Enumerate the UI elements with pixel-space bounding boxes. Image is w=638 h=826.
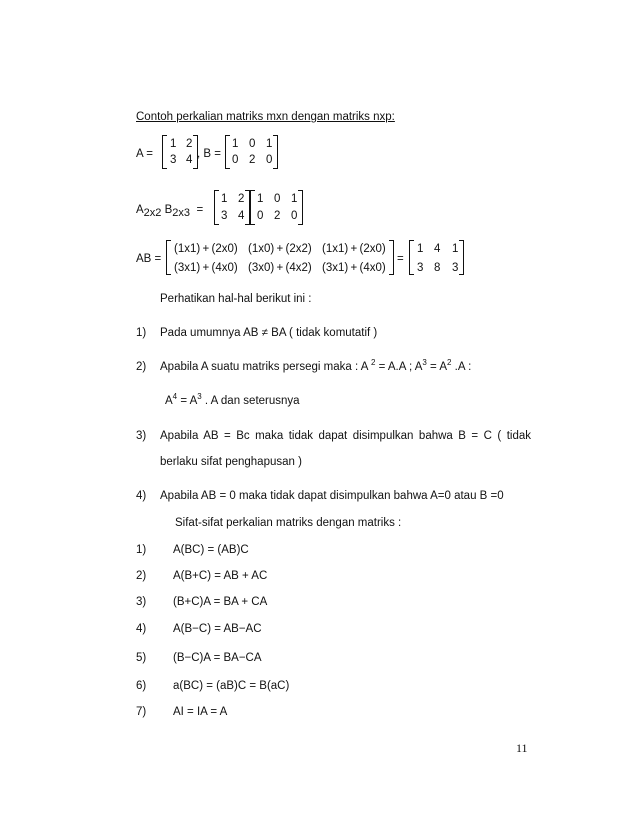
matrix-cell: 4 — [186, 154, 193, 166]
matrix-cell: 1 — [257, 193, 264, 205]
bracket-left — [250, 190, 255, 225]
list-number: 2) — [136, 361, 147, 373]
ab-label: AB = — [136, 253, 162, 265]
matrix-cell: 2 — [249, 154, 256, 166]
text-fragment: = A — [177, 395, 198, 407]
bracket-right — [459, 240, 464, 275]
superscript: 2 — [447, 358, 452, 367]
matrix-cell: 0 — [257, 210, 264, 222]
matrix-cell: 0 — [232, 154, 239, 166]
superscript: 2 — [370, 358, 376, 367]
bracket-right — [273, 135, 278, 169]
bracket-left — [162, 135, 167, 169]
label-b: B — [164, 204, 173, 216]
list-number: 1) — [136, 327, 147, 339]
matrix-cell: (3x0) + (4x2) — [248, 262, 312, 274]
matrix-cell: 1 — [221, 193, 228, 205]
text-fragment: . A dan seterusnya — [201, 395, 300, 407]
list-number: 3) — [136, 596, 147, 608]
text-fragment: Apabila AB = Bc maka tidak dapat disimpulkan bahwa B = C ( tidak — [160, 430, 531, 442]
matrix-cell: 3 — [170, 154, 177, 166]
property-item: A(B−C) = AB−AC — [173, 623, 262, 635]
matrix-cell: 2 — [274, 210, 281, 222]
matrix-cell: 3 — [452, 262, 459, 274]
product-label — [136, 204, 204, 219]
matrix-cell: 1 — [452, 243, 459, 255]
matrix-cell: (1x0) + (2x2) — [248, 243, 312, 255]
matrix-cell: 0 — [249, 138, 256, 150]
bracket-left — [166, 240, 171, 275]
page-number: 11 — [516, 741, 528, 755]
matrix-cell: (3x1) + (4x0) — [174, 262, 238, 274]
matrix-a-label: A = — [136, 148, 153, 160]
bracket-left — [225, 135, 230, 169]
matrix-cell: 0 — [291, 210, 298, 222]
matrix-cell: (1x1) + (2x0) — [174, 243, 238, 255]
text-fragment: Apabila A suatu matriks persegi maka : A — [160, 361, 371, 373]
bracket-left — [214, 190, 219, 225]
list-number: 4) — [136, 490, 147, 502]
matrix-cell: 8 — [434, 262, 441, 274]
matrix-cell: 4 — [434, 243, 441, 255]
matrix-cell: 4 — [238, 210, 245, 222]
list-number: 4) — [136, 623, 147, 635]
matrix-cell: 0 — [266, 154, 273, 166]
note-item-2 — [160, 358, 472, 373]
property-item: (B−C)A = BA−CA — [173, 652, 262, 664]
list-number: 6) — [136, 680, 147, 692]
notes-intro: Perhatikan hal-hal berikut ini : — [160, 293, 312, 305]
note-item-3-line-1 — [160, 430, 531, 442]
list-number: 2) — [136, 570, 147, 582]
equals-sign: = — [397, 253, 404, 265]
note-item-2-continued — [165, 392, 300, 407]
superscript: 4 — [172, 392, 178, 401]
matrix-cell: 1 — [170, 138, 177, 150]
note-item-3-line-2: berlaku sifat penghapusan ) — [160, 456, 302, 468]
property-item: (B+C)A = BA + CA — [173, 596, 268, 608]
property-item: AI = IA = A — [173, 706, 228, 718]
superscript: 3 — [422, 358, 427, 367]
matrix-cell: 1 — [417, 243, 424, 255]
list-number: 3) — [136, 430, 147, 442]
bracket-left — [409, 240, 414, 275]
matrix-cell: (3x1) + (4x0) — [322, 262, 386, 274]
equals-sign: = — [196, 204, 204, 216]
text-fragment: .A : — [451, 361, 472, 373]
superscript: 3 — [197, 392, 202, 401]
matrix-cell: 1 — [291, 193, 298, 205]
properties-title: Sifat-sifat perkalian matriks dengan matriks : — [175, 517, 402, 529]
subscript-a: 2x2 — [143, 207, 162, 219]
text-fragment: = A — [426, 361, 448, 373]
matrix-cell: 0 — [274, 193, 281, 205]
text-fragment: = A.A ; A — [375, 361, 423, 373]
text-fragment: A — [165, 395, 173, 407]
note-item-1: Pada umumnya AB ≠ BA ( tidak komutatif ) — [160, 327, 378, 339]
property-item: a(BC) = (aB)C = B(aC) — [173, 680, 290, 692]
example-heading: Contoh perkalian matriks mxn dengan matriks nxp: — [136, 111, 395, 123]
matrix-cell: 2 — [238, 193, 245, 205]
list-number: 7) — [136, 706, 147, 718]
matrix-cell: 3 — [221, 210, 228, 222]
matrix-b-label: , B = — [197, 148, 221, 160]
matrix-cell: 1 — [266, 138, 273, 150]
label-a: A — [136, 204, 144, 216]
bracket-right — [298, 190, 303, 225]
note-item-4: Apabila AB = 0 maka tidak dapat disimpulkan bahwa A=0 atau B =0 — [160, 490, 504, 502]
property-item: A(BC) = (AB)C — [173, 544, 249, 556]
matrix-cell: 2 — [186, 138, 193, 150]
list-number: 5) — [136, 652, 147, 664]
property-item: A(B+C) = AB + AC — [173, 570, 268, 582]
matrix-cell: (1x1) + (2x0) — [322, 243, 386, 255]
subscript-b: 2x3 — [172, 207, 191, 219]
matrix-cell: 3 — [417, 262, 424, 274]
matrix-cell: 1 — [232, 138, 239, 150]
list-number: 1) — [136, 544, 147, 556]
bracket-right — [389, 240, 394, 275]
